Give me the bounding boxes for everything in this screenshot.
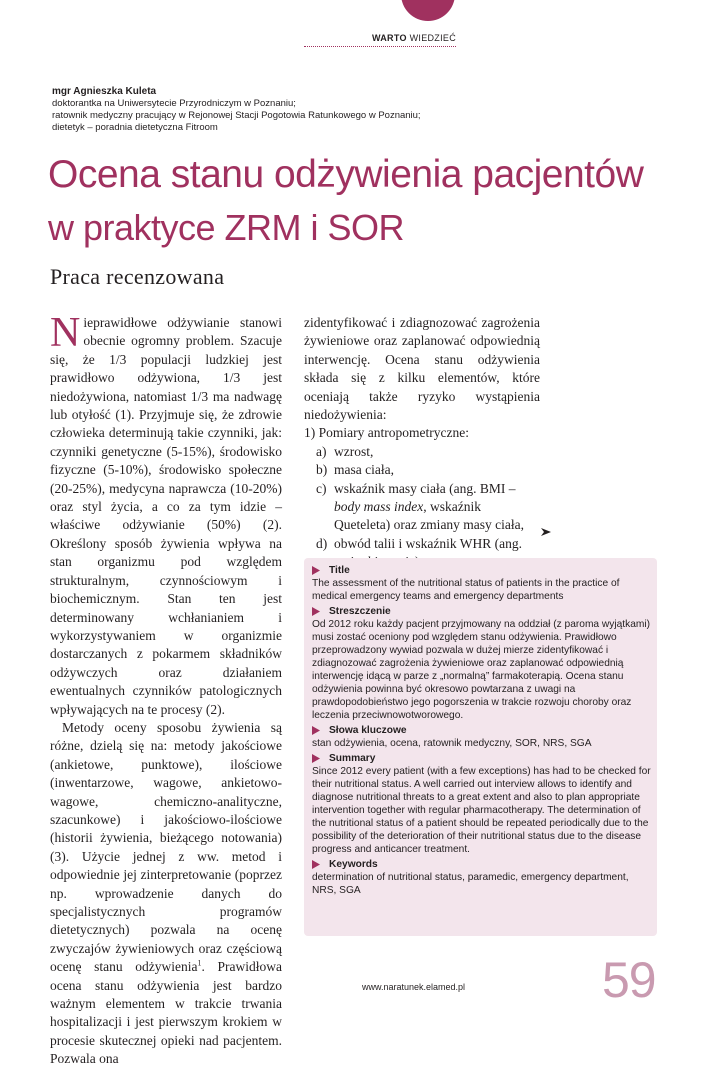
keywords-heading: Keywords	[312, 858, 652, 871]
page-number: 59	[602, 952, 656, 1008]
footnote-ref: 1	[197, 958, 202, 968]
slowa-kluczowe-heading: Słowa kluczowe	[312, 724, 652, 737]
abstract-title-text: The assessment of the nutritional status of patients in the practice of medical emergency teams and emergency departments	[312, 578, 620, 602]
paragraph-1: Nieprawidłowe odżywianie stanowi obecnie ogromny problem. Szacuje się, że 1/3 populacji ludzkiej jest prawidłowo odżywiona, 1/3 jest niedożywiona, natomiast 1/3 ma nadwagę lub otyłość (1). Przyjmuje się, że zdrowie człowieka determinują takie czynniki, jak: czynniki genetyczne (5-15%), środowisko fizyczne (5-10%), środowisko społeczne (20-25%), medycyna naprawcza (10-20%) oraz styl życia, a co za tym idzie – właściwe odżywianie (50%) (2). Określony sposób żywienia wpływa na stan organizmu pod względem strukturalnym, czynnościowym i biochemicznym. Stan ten jest determinowany wchłanianiem i wykorzystywaniem w organizmie dostarczanych z pokarmem składników odżywczych oraz działaniem ewentualnych czynników patologicznych wpływających na te procesy (2).	[50, 310, 282, 717]
author-affiliation-3: dietetyk – poradnia dietetyczna Fitroom	[52, 122, 218, 133]
abstract-title-heading: Title	[312, 564, 652, 577]
author-block	[52, 86, 452, 134]
drop-cap: N	[50, 310, 81, 356]
play-triangle-icon	[312, 860, 320, 869]
paragraph-3: zidentyfikować i zdiagnozować zagrożenia żywieniowe oraz zaplanować odpowiednią interwencję. Ocena stanu odżywienia składa się z kilku elementów, które oceniają także ryzyko wystąpienia niedożywienia:	[304, 315, 540, 423]
play-triangle-icon	[312, 607, 320, 616]
list-subitem-a: a) wzrost,	[316, 443, 374, 459]
list-item-1: 1) Pomiary antropometryczne:	[304, 425, 469, 441]
keywords-text: determination of nutritional status, paramedic, emergency department, NRS, SGA	[312, 872, 629, 896]
slowa-kluczowe-text: stan odżywienia, ocena, ratownik medyczny, SOR, NRS, SGA	[312, 738, 592, 749]
streszczenie-heading: Streszczenie	[312, 605, 652, 618]
article-title-line-1: Ocena stanu odżywienia pacjentów	[48, 153, 644, 196]
author-name: mgr Agnieszka Kuleta	[52, 86, 157, 97]
summary-heading: Summary	[312, 752, 652, 765]
section-label: WARTO WIEDZIEĆ	[371, 33, 456, 43]
header-divider	[304, 46, 456, 47]
abstract-content	[312, 562, 652, 897]
footer-url[interactable]: www.naratunek.elamed.pl	[362, 982, 466, 992]
play-triangle-icon	[312, 754, 320, 763]
list-subitem-c: c) wskaźnik masy ciała (ang. BMI – body mass index, wskaźnik Queteleta) oraz zmiany masy ciała,	[316, 480, 525, 533]
article-title-line-2: w praktyce ZRM i SOR	[48, 207, 405, 248]
summary-text: Since 2012 every patient (with a few exceptions) has had to be checked for their nutritional status. A well carried out interview allows to identify and diagnose nutritional threats to a great extent and also to plan appropriate intervention together with regular pharmacotherapy. The determination of the nutritional status of a patient should be repeated periodically due to the possibility of the deterioration of their nutritional status due to the disease progress and anticancer treatment.	[312, 766, 651, 855]
author-affiliation-1: doktorantka na Uniwersytecie Przyrodniczym w Poznaniu;	[52, 98, 296, 109]
paragraph-2: Metody oceny sposobu żywienia są różne, dzielą się na: metody jakościowe (ankietowe, punktowe), ilościowe (inwentarzowe, wagowe, ankietowo-wagowe, chemiczno-analityczne, szacunkowe) i jakościowo-ilościowe (historii żywienia, bieżącego notowania) (3). Użycie jednej z ww. metod i odpowiednie jej zinterpretowanie (poprzez np. wprowadzenie danych do specjalistycznych programów dietetycznych) pozwala na ocenę zwyczajów żywieniowych oraz częściową ocenę stanu odżywienia$^1$. Prawidłowa ocena stanu odżywienia jest bardzo ważnym elementem w trakcie trwania hospitalizacji i jest pierwszym krokiem w procesie skutecznej opieki nad pacjentem. Pozwala ona	[50, 719, 282, 1067]
article-subtitle: Praca recenzowana	[50, 264, 225, 289]
continue-arrow-icon	[540, 526, 552, 538]
list-subitem-b: b) masa ciała,	[316, 462, 394, 478]
list-subitem-d: d) obwód talii i wskaźnik WHR (ang.	[316, 535, 522, 551]
section-tab-circle	[401, 0, 455, 21]
play-triangle-icon	[312, 726, 320, 735]
author-affiliation-2: ratownik medyczny pracujący w Rejonowej Stacji Pogotowia Ratunkowego w Poznaniu;	[52, 110, 421, 121]
streszczenie-text: Od 2012 roku każdy pacjent przyjmowany na oddział (z paroma wyjątkami) musi zostać oceniony pod względem stanu odżywienia. Prawidłowo przeprowadzony wywiad pozwala w dużej mierze zidentyfikować i zdiagnozować zagrożenia żywieniowe oraz zaplanować odpowiednią interwencję idącą w parze z „normalną” farmakoterapią. Ocena stanu odżywienia powinna być okresowo powtarzana z uwagi na prawdopodobieństwo jego pogorszenia w trakcie rozwoju choroby oraz leczenia przeciwnowotworowego.	[312, 619, 651, 721]
body-column-left	[50, 310, 282, 1069]
body-column-right	[304, 314, 540, 572]
play-triangle-icon	[312, 566, 320, 575]
